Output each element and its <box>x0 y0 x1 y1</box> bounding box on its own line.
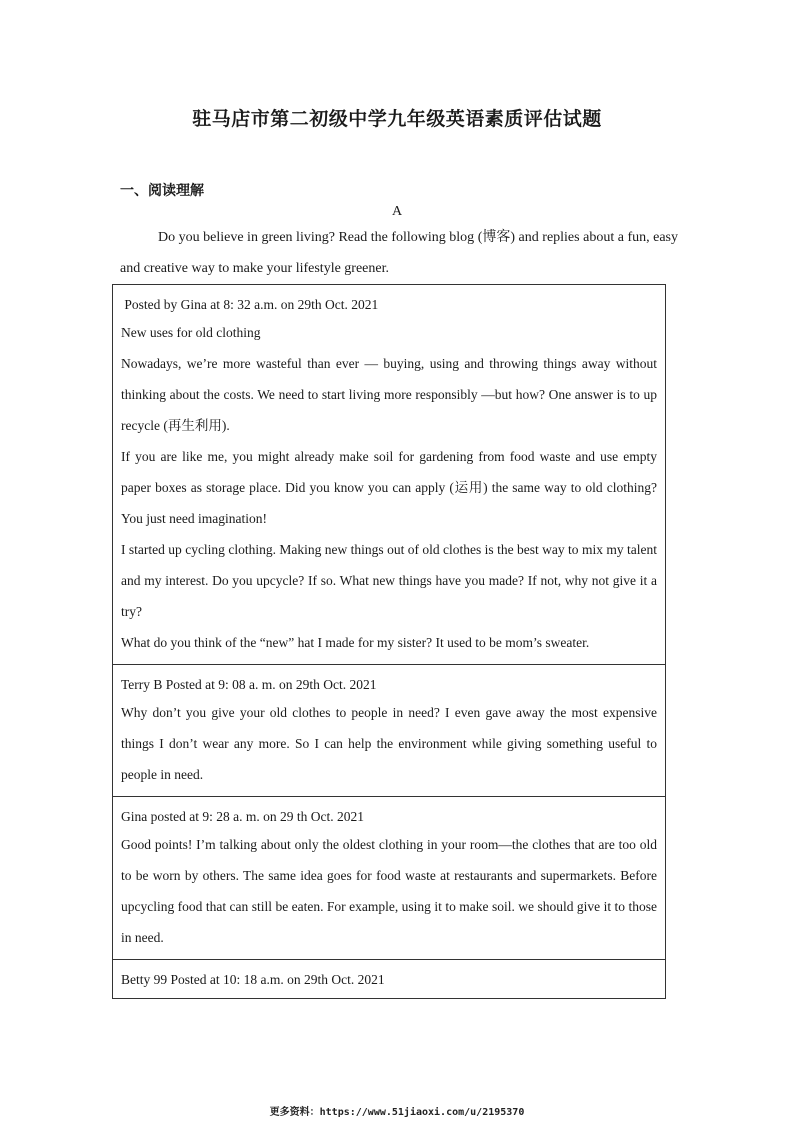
intro-paragraph: Do you believe in green living? Read the following blog (博客) and replies about a fun, easy and creative way to make your lifestyle greener. <box>120 230 678 276</box>
post-paragraph: What do you think of the “new” hat I made for my sister? It used to be mom’s sweater. <box>121 635 590 650</box>
reply-header: Terry B Posted at 9: 08 a. m. on 29th Oct. 2021 <box>121 677 377 692</box>
footer-link[interactable]: 更多资料：https://www.51jiaoxi.com/u/2195370 <box>269 1107 525 1118</box>
reply-header: Gina posted at 9: 28 a. m. on 29 th Oct. 2021 <box>121 809 364 824</box>
reply-paragraph: Good points! I’m talking about only the oldest clothing in your room—the clothes that are too old to be worn by others. The same idea goes for food waste at restaurants and supermarkets. Before upcycling food that can still be eaten. For example, using it to make soil. we should give it to those in need. <box>121 837 657 945</box>
page-title: 驻马店市第二初级中学九年级英语素质评估试题 <box>192 109 602 130</box>
post-subtitle: New uses for old clothing <box>121 325 261 340</box>
blog-post-gina <box>113 285 665 664</box>
reply-header: Betty 99 Posted at 10: 18 a.m. on 29th Oct. 2021 <box>121 972 385 987</box>
reply-gina <box>113 796 665 959</box>
reply-betty <box>113 959 665 998</box>
reply-terry <box>113 664 665 796</box>
post-header: Posted by Gina at 8: 32 a.m. on 29th Oct. 2021 <box>121 297 379 312</box>
reply-paragraph: Why don’t you give your old clothes to people in need? I even gave away the most expensive things I don’t wear any more. So I can help the environment while giving something useful to people in need. <box>121 705 657 782</box>
blog-table <box>112 284 666 999</box>
post-paragraph: I started up cycling clothing. Making new things out of old clothes is the best way to mix my talent and my interest. Do you upcycle? If so. What new things have you made? If not, why not give it a try? <box>121 542 657 619</box>
section-heading: 一、阅读理解 <box>120 184 204 199</box>
passage-label: A <box>391 204 403 219</box>
post-paragraph: Nowadays, we’re more wasteful than ever — buying, using and throwing things away without thinking about the costs. We need to start living more responsibly —but how? One answer is to up recycle (再生利用). <box>121 356 657 433</box>
post-paragraph: If you are like me, you might already make soil for gardening from food waste and use empty paper boxes as storage place. Did you know you can apply (运用) the same way to old clothing? You just need imagination! <box>121 449 657 526</box>
